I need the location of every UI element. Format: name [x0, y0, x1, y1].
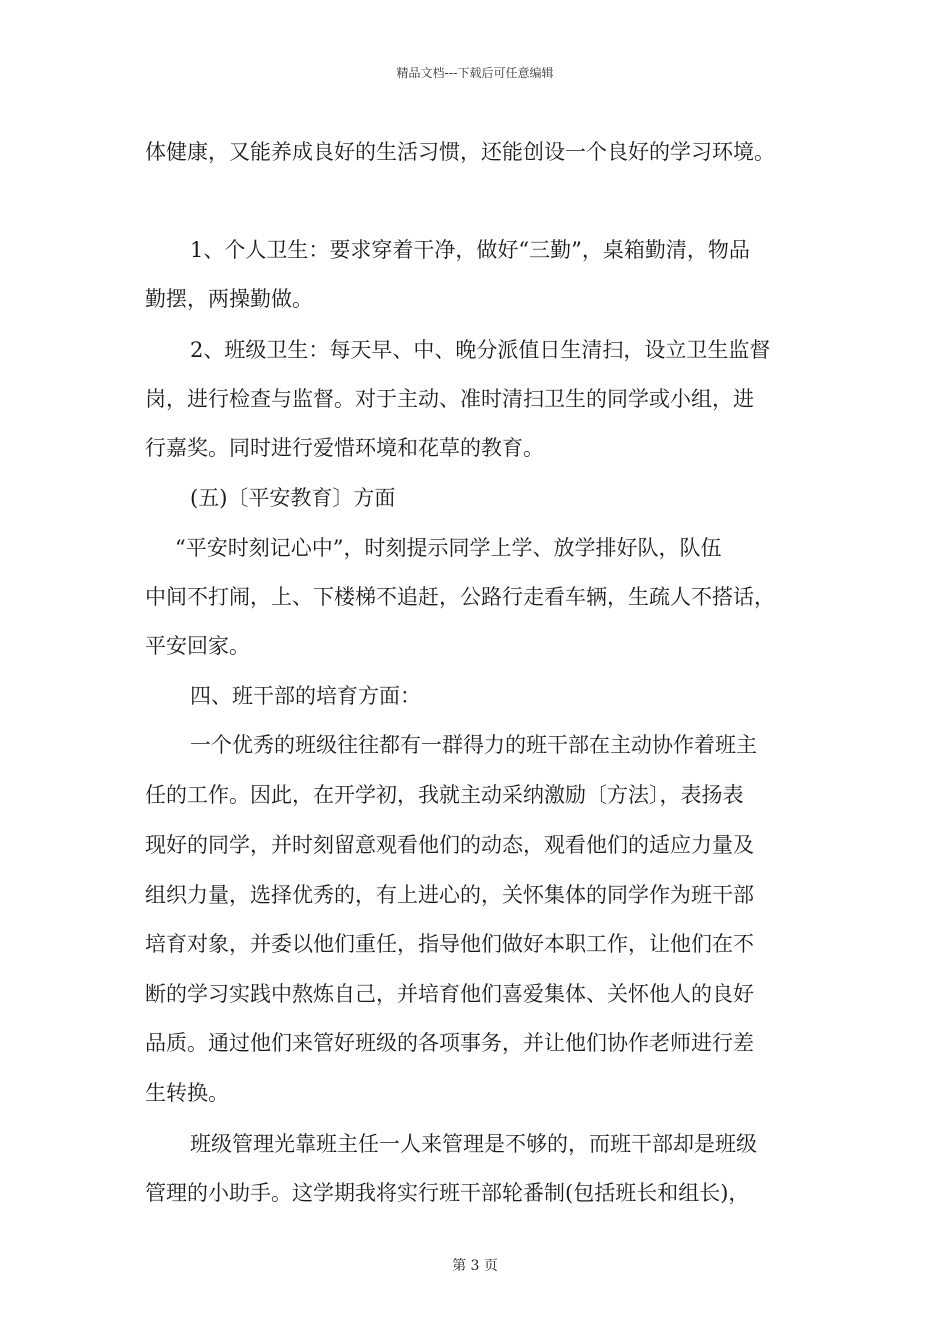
text-line: 任的工作。因此，在开学初，我就主动采纳激励〔方法〕，表扬表	[145, 783, 744, 807]
text-line: 行嘉奖。同时进行爱惜环境和花草的教育。	[145, 436, 544, 460]
text-line: 勤摆，两操勤做。	[145, 287, 313, 311]
text-line: 1、个人卫生：要求穿着干净，做好“三勤”，桌箱勤清，物品	[190, 238, 750, 262]
text-line: 一个优秀的班级往往都有一群得力的班干部在主动协作着班主	[190, 733, 757, 757]
text-line: 管理的小助手。这学期我将实行班干部轮番制(包括班长和组长)，	[145, 1181, 750, 1205]
text-line: 断的学习实践中熬炼自己，并培育他们喜爱集体、关怀他人的良好	[145, 982, 754, 1006]
text-line: 2、班级卫生：每天早、中、晚分派值日生清扫，设立卫生监督	[190, 338, 771, 362]
section-heading: (五)〔平安教育〕方面	[190, 486, 396, 510]
page-header: 精品文档---下载后可任意编辑	[396, 66, 554, 80]
text-line: 品质。通过他们来管好班级的各项事务，并让他们协作老师进行差	[145, 1031, 754, 1055]
text-line: “平安时刻记心中”，时刻提示同学上学、放学排好队，队伍	[175, 536, 722, 560]
text-line: 平安回家。	[145, 634, 250, 658]
section-heading: 四、班干部的培育方面：	[190, 684, 421, 708]
text-line: 班级管理光靠班主任一人来管理是不够的，而班干部却是班级	[190, 1132, 757, 1156]
text-line: 组织力量，选择优秀的，有上进心的，关怀集体的同学作为班干部	[145, 883, 754, 907]
page-number: 第 3 页	[452, 1258, 498, 1274]
text-line: 培育对象，并委以他们重任，指导他们做好本职工作，让他们在不	[145, 932, 754, 956]
text-line: 体健康，又能养成良好的生活习惯，还能创设一个良好的学习环境。	[145, 140, 775, 164]
text-line: 中间不打闹，上、下楼梯不追赶，公路行走看车辆，生疏人不搭话，	[145, 585, 775, 609]
text-line: 现好的同学，并时刻留意观看他们的动态，观看他们的适应力量及	[145, 833, 754, 857]
text-line: 岗，进行检查与监督。对于主动、准时清扫卫生的同学或小组，进	[145, 387, 754, 411]
text-line: 生转换。	[145, 1081, 229, 1105]
